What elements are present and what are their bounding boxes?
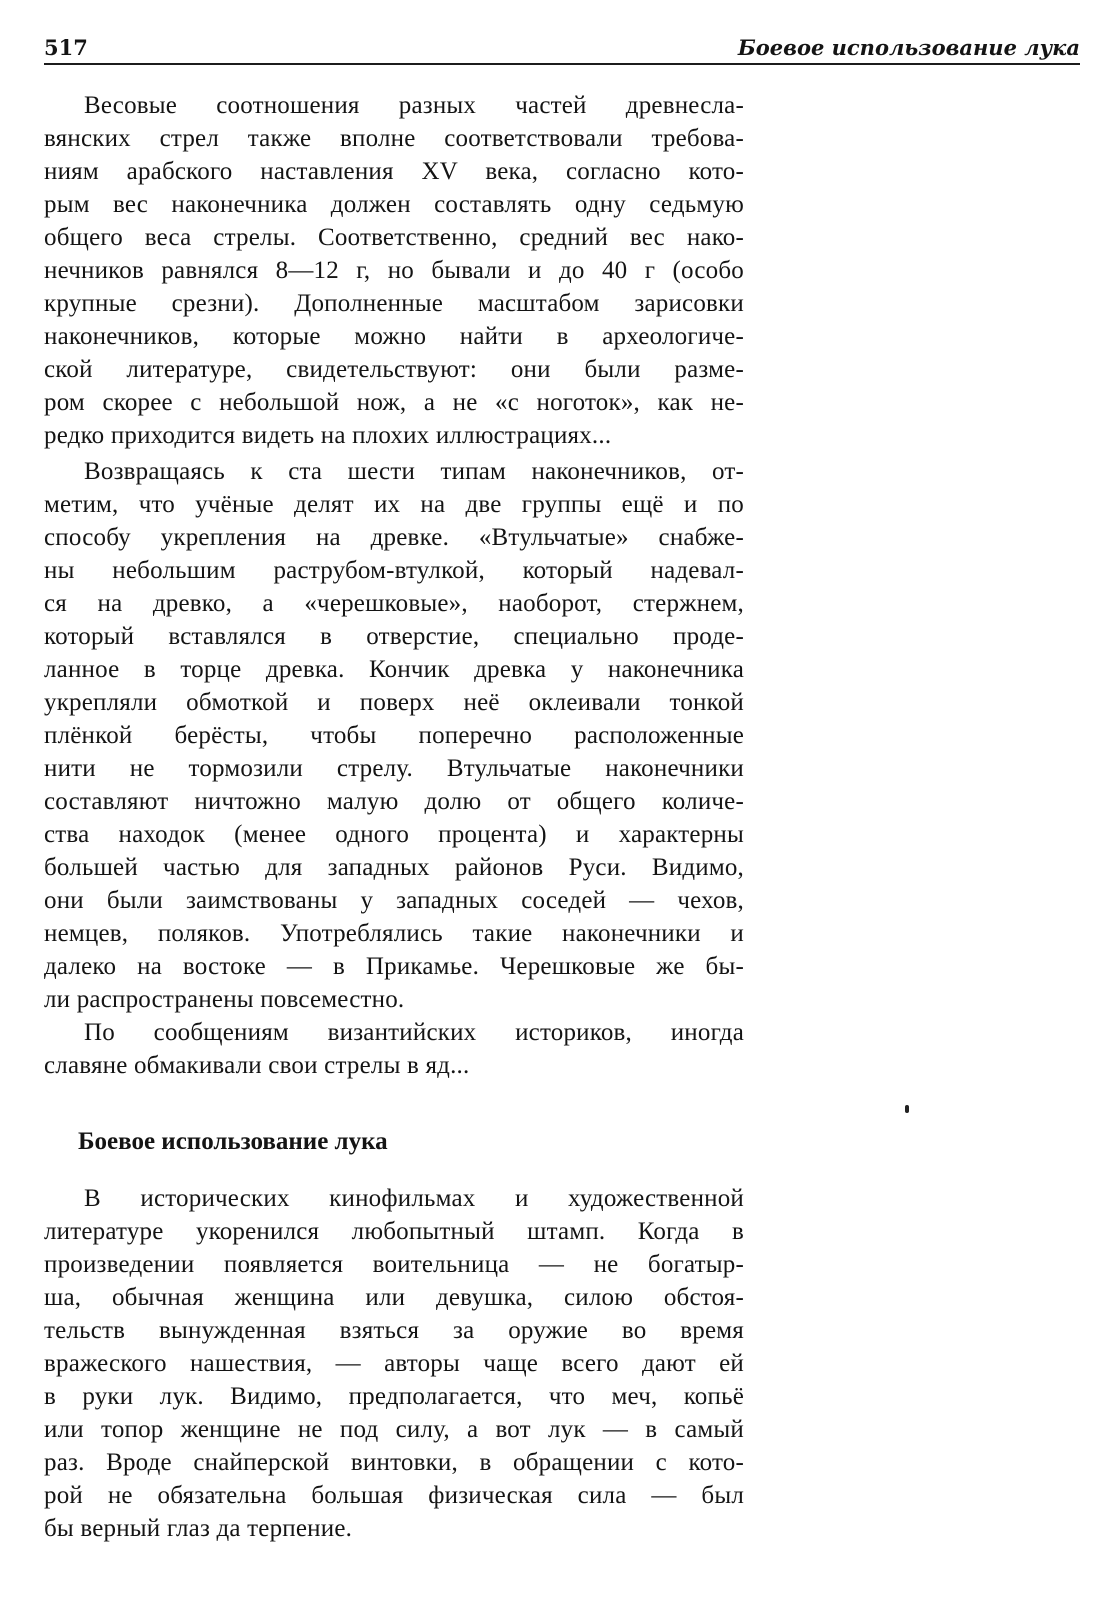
text-line: способу укрепления на древке. «Втульчатые» снабже- bbox=[44, 524, 744, 551]
text-line: плёнкой берёсты, чтобы поперечно расположенные bbox=[44, 722, 744, 749]
text-line: ства находок (менее одного процента) и характерны bbox=[44, 821, 744, 848]
text-line: Возвращаясь к ста шести типам наконечников, от- bbox=[84, 458, 744, 485]
paragraph-2 bbox=[44, 455, 744, 1016]
text-line: крупные срезни). Дополненные масштабом зарисовки bbox=[44, 290, 744, 317]
running-head: Боевое использование лука bbox=[737, 35, 1080, 60]
text-line: рой не обязательна большая физическая сила — был bbox=[44, 1482, 744, 1509]
text-line: ны небольшим раструбом-втулкой, который надевал- bbox=[44, 557, 744, 584]
header-rule bbox=[44, 63, 1080, 65]
text-line: общего веса стрелы. Соответственно, средний вес нако- bbox=[44, 224, 744, 251]
text-line: метим, что учёные делят их на две группы ещё и по bbox=[44, 491, 744, 518]
text-line: вражеского нашествия, — авторы чаще всего дают ей bbox=[44, 1350, 744, 1377]
page-header bbox=[44, 36, 1080, 64]
text-line: ланное в торце древка. Кончик древка у наконечника bbox=[44, 656, 744, 683]
text-line: ской литературе, свидетельствуют: они были разме- bbox=[44, 356, 744, 383]
paragraph-3 bbox=[44, 1016, 744, 1082]
text-line: В исторических кинофильмах и художественной bbox=[84, 1185, 744, 1212]
text-line: произведении появляется воительница — не богатыр- bbox=[44, 1251, 744, 1278]
text-line: укрепляли обмоткой и поверх неё оклеивали тонкой bbox=[44, 689, 744, 716]
text-line: или топор женщине не под силу, а вот лук — в самый bbox=[44, 1416, 744, 1443]
text-line: они были заимствованы у западных соседей — чехов, bbox=[44, 887, 744, 914]
text-line: Весовые соотношения разных частей древнесла- bbox=[84, 92, 744, 119]
text-line: ниям арабского наставления XV века, согласно кото- bbox=[44, 158, 744, 185]
text-line: славяне обмакивали свои стрелы в яд... bbox=[44, 1052, 470, 1079]
text-line: ром скорее с небольшой нож, а не «с ноготок», как не- bbox=[44, 389, 744, 416]
text-line: раз. Вроде снайперской винтовки, в обращении с кото- bbox=[44, 1449, 744, 1476]
text-line: ся на древко, а «черешковые», наоборот, стержнем, bbox=[44, 590, 744, 617]
text-line: По сообщениям византийских историков, иногда bbox=[84, 1019, 744, 1046]
text-line: ли распространены повсеместно. bbox=[44, 986, 405, 1013]
text-line: ша, обычная женщина или девушка, силою обстоя- bbox=[44, 1284, 744, 1311]
text-line: далеко на востоке — в Прикамье. Черешковые же бы- bbox=[44, 953, 744, 980]
text-line: большей частью для западных районов Руси. Видимо, bbox=[44, 854, 744, 881]
paragraph-1 bbox=[44, 89, 744, 452]
text-line: тельств вынужденная взяться за оружие во время bbox=[44, 1317, 744, 1344]
text-line: наконечников, которые можно найти в археологиче- bbox=[44, 323, 744, 350]
text-line: редко приходится видеть на плохих иллюстрациях... bbox=[44, 422, 612, 449]
text-line: литературе укоренился любопытный штамп. Когда в bbox=[44, 1218, 744, 1245]
section-paragraph-1 bbox=[44, 1182, 744, 1545]
text-line: нити не тормозили стрелу. Втульчатые наконечники bbox=[44, 755, 744, 782]
text-line: в руки лук. Видимо, предполагается, что меч, копьё bbox=[44, 1383, 744, 1410]
scan-speck bbox=[905, 1105, 909, 1113]
text-line: немцев, поляков. Употреблялись такие наконечники и bbox=[44, 920, 744, 947]
text-line: бы верный глаз да терпение. bbox=[44, 1515, 353, 1542]
text-line: вянских стрел также вполне соответствовали требова- bbox=[44, 125, 744, 152]
text-line: составляют ничтожно малую долю от общего количе- bbox=[44, 788, 744, 815]
text-line: который вставлялся в отверстие, специально проде- bbox=[44, 623, 744, 650]
section-heading: Боевое использование лука bbox=[78, 1128, 388, 1155]
page-number: 517 bbox=[44, 35, 88, 60]
text-line: рым вес наконечника должен составлять одну седьмую bbox=[44, 191, 744, 218]
text-line: нечников равнялся 8—12 г, но бывали и до 40 г (особо bbox=[44, 257, 744, 284]
